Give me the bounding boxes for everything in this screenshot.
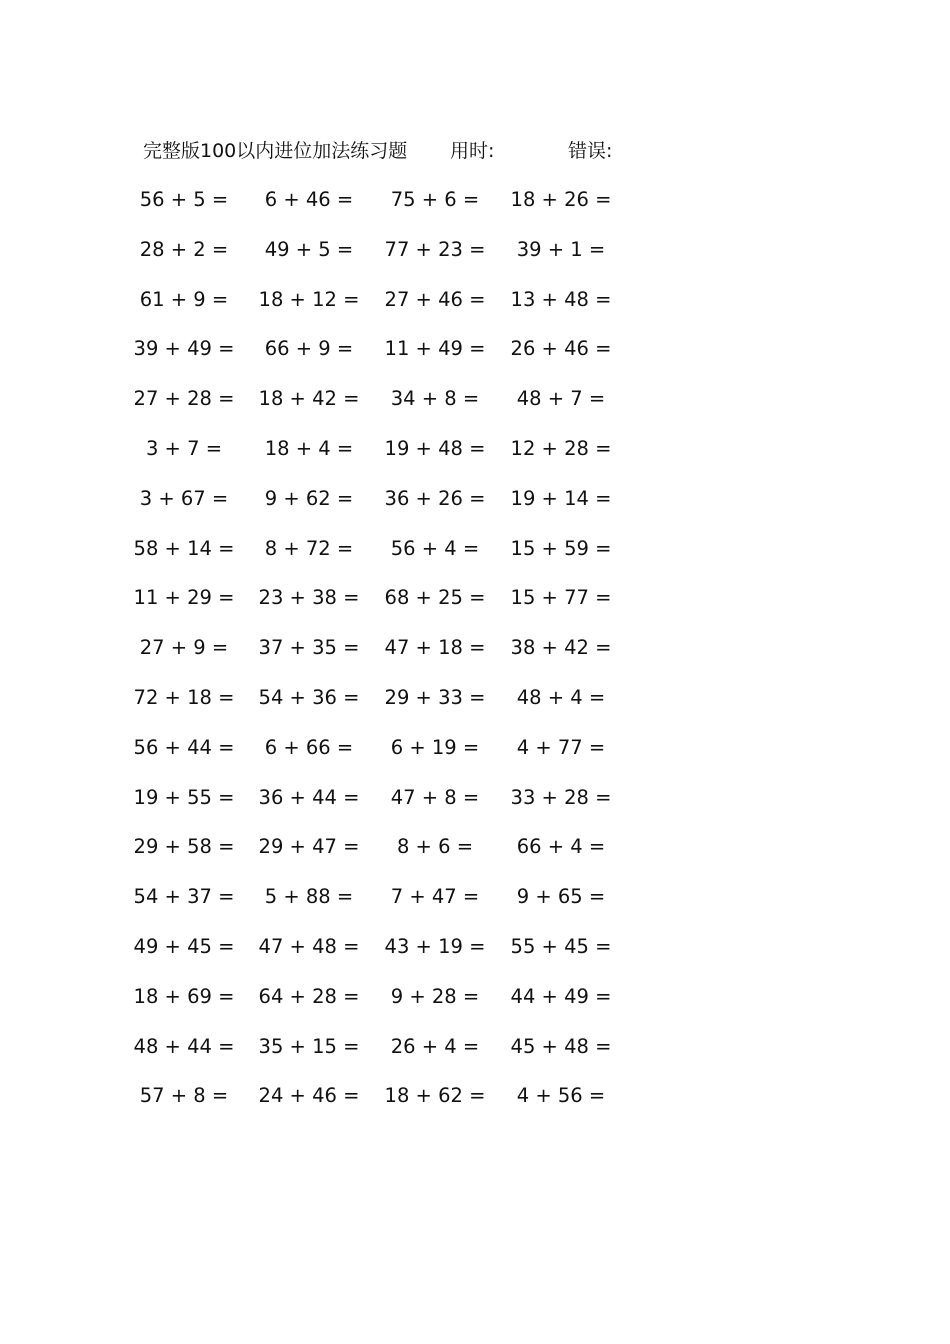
addition-problem: 29 + 58 = bbox=[133, 835, 235, 859]
problem-row bbox=[0, 883, 950, 933]
addition-problem: 27 + 28 = bbox=[133, 387, 235, 411]
addition-problem: 9 + 65 = bbox=[516, 885, 606, 909]
addition-problem: 6 + 66 = bbox=[264, 735, 354, 759]
addition-problem: 18 + 26 = bbox=[510, 188, 612, 211]
addition-problem: 3 + 7 = bbox=[145, 436, 223, 460]
problem-row bbox=[0, 236, 950, 286]
worksheet-title: 完整版100以内进位加法练习题 bbox=[143, 140, 408, 162]
addition-problem: 47 + 18 = bbox=[384, 636, 486, 660]
addition-problem: 66 + 9 = bbox=[264, 337, 354, 361]
addition-problem: 48 + 7 = bbox=[516, 387, 606, 411]
addition-problem: 6 + 46 = bbox=[264, 188, 354, 211]
addition-problem: 48 + 4 = bbox=[516, 685, 606, 709]
addition-problem: 56 + 4 = bbox=[390, 536, 480, 560]
problem-grid bbox=[0, 186, 950, 1132]
addition-problem: 47 + 8 = bbox=[390, 785, 480, 809]
addition-problem: 43 + 19 = bbox=[384, 934, 486, 958]
addition-problem: 12 + 28 = bbox=[510, 436, 612, 460]
problem-row bbox=[0, 385, 950, 435]
addition-problem: 35 + 15 = bbox=[258, 1034, 360, 1058]
problem-row bbox=[0, 833, 950, 883]
addition-problem: 19 + 48 = bbox=[384, 436, 486, 460]
problem-row bbox=[0, 584, 950, 634]
addition-problem: 9 + 28 = bbox=[390, 984, 480, 1008]
addition-problem: 24 + 46 = bbox=[258, 1084, 360, 1108]
problem-row bbox=[0, 286, 950, 336]
addition-problem: 7 + 47 = bbox=[390, 885, 480, 909]
addition-problem: 26 + 4 = bbox=[390, 1034, 480, 1058]
addition-problem: 6 + 19 = bbox=[390, 735, 480, 759]
problem-row bbox=[0, 684, 950, 734]
problem-row bbox=[0, 784, 950, 834]
addition-problem: 68 + 25 = bbox=[384, 586, 486, 610]
addition-problem: 64 + 28 = bbox=[258, 984, 360, 1008]
addition-problem: 4 + 77 = bbox=[516, 735, 606, 759]
addition-problem: 36 + 26 = bbox=[384, 486, 486, 510]
addition-problem: 48 + 44 = bbox=[133, 1034, 235, 1058]
addition-problem: 47 + 48 = bbox=[258, 934, 360, 958]
addition-problem: 28 + 2 = bbox=[139, 237, 229, 261]
addition-problem: 29 + 33 = bbox=[384, 685, 486, 709]
problem-row bbox=[0, 1082, 950, 1132]
problem-row bbox=[0, 186, 950, 236]
addition-problem: 11 + 29 = bbox=[133, 586, 235, 610]
addition-problem: 33 + 28 = bbox=[510, 785, 612, 809]
addition-problem: 18 + 69 = bbox=[133, 984, 235, 1008]
time-used-label: 用时: bbox=[450, 140, 495, 162]
addition-problem: 18 + 4 = bbox=[264, 436, 354, 460]
addition-problem: 11 + 49 = bbox=[384, 337, 486, 361]
addition-problem: 54 + 37 = bbox=[133, 885, 235, 909]
addition-problem: 38 + 42 = bbox=[510, 636, 612, 660]
addition-problem: 18 + 42 = bbox=[258, 387, 360, 411]
addition-problem: 8 + 6 = bbox=[396, 835, 474, 859]
problem-row bbox=[0, 335, 950, 385]
addition-problem: 44 + 49 = bbox=[510, 984, 612, 1008]
addition-problem: 75 + 6 = bbox=[390, 188, 480, 211]
addition-problem: 26 + 46 = bbox=[510, 337, 612, 361]
problem-row bbox=[0, 435, 950, 485]
addition-problem: 3 + 67 = bbox=[139, 486, 229, 510]
problem-row bbox=[0, 933, 950, 983]
addition-problem: 36 + 44 = bbox=[258, 785, 360, 809]
addition-problem: 56 + 44 = bbox=[133, 735, 235, 759]
addition-problem: 15 + 59 = bbox=[510, 536, 612, 560]
addition-problem: 37 + 35 = bbox=[258, 636, 360, 660]
addition-problem: 15 + 77 = bbox=[510, 586, 612, 610]
problem-row bbox=[0, 535, 950, 585]
addition-problem: 72 + 18 = bbox=[133, 685, 235, 709]
addition-problem: 49 + 5 = bbox=[264, 237, 354, 261]
addition-problem: 39 + 49 = bbox=[133, 337, 235, 361]
addition-problem: 61 + 9 = bbox=[139, 287, 229, 311]
worksheet-header bbox=[0, 137, 950, 165]
addition-problem: 45 + 48 = bbox=[510, 1034, 612, 1058]
addition-problem: 58 + 14 = bbox=[133, 536, 235, 560]
addition-problem: 55 + 45 = bbox=[510, 934, 612, 958]
addition-problem: 77 + 23 = bbox=[384, 237, 486, 261]
addition-problem: 13 + 48 = bbox=[510, 287, 612, 311]
addition-problem: 18 + 62 = bbox=[384, 1084, 486, 1108]
problem-row bbox=[0, 983, 950, 1033]
problem-row bbox=[0, 734, 950, 784]
addition-problem: 29 + 47 = bbox=[258, 835, 360, 859]
addition-problem: 4 + 56 = bbox=[516, 1084, 606, 1108]
addition-problem: 19 + 14 = bbox=[510, 486, 612, 510]
addition-problem: 18 + 12 = bbox=[258, 287, 360, 311]
addition-problem: 57 + 8 = bbox=[139, 1084, 229, 1108]
addition-problem: 27 + 9 = bbox=[139, 636, 229, 660]
addition-problem: 23 + 38 = bbox=[258, 586, 360, 610]
addition-problem: 27 + 46 = bbox=[384, 287, 486, 311]
problem-row bbox=[0, 485, 950, 535]
errors-label: 错误: bbox=[568, 140, 613, 162]
addition-problem: 34 + 8 = bbox=[390, 387, 480, 411]
problem-row bbox=[0, 1033, 950, 1083]
addition-problem: 8 + 72 = bbox=[264, 536, 354, 560]
addition-problem: 39 + 1 = bbox=[516, 237, 606, 261]
addition-problem: 56 + 5 = bbox=[139, 188, 229, 211]
addition-problem: 49 + 45 = bbox=[133, 934, 235, 958]
addition-problem: 66 + 4 = bbox=[516, 835, 606, 859]
addition-problem: 9 + 62 = bbox=[264, 486, 354, 510]
addition-problem: 54 + 36 = bbox=[258, 685, 360, 709]
addition-problem: 5 + 88 = bbox=[264, 885, 354, 909]
problem-row bbox=[0, 634, 950, 684]
addition-problem: 19 + 55 = bbox=[133, 785, 235, 809]
